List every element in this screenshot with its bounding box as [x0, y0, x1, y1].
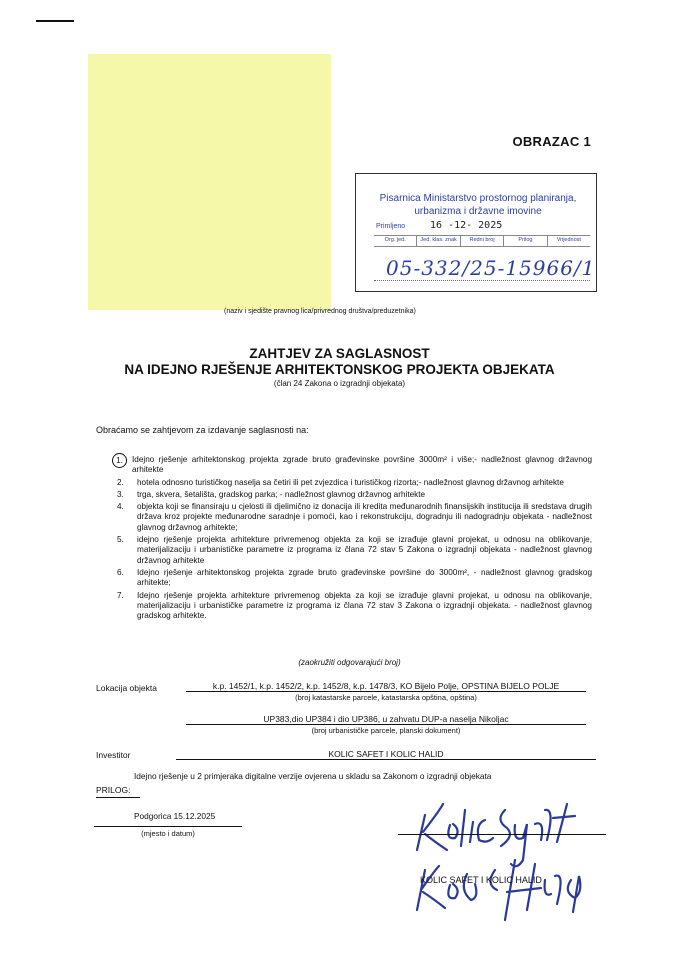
place-date-caption: (mjesto i datum): [141, 829, 195, 838]
item-number: 2.: [117, 477, 124, 487]
stamp-number-line: [374, 280, 590, 281]
item-text: trga, skvera, šetališta, gradskog parka; - nadležnost glavnog državnog arhitekte: [137, 489, 426, 499]
sticky-note: [88, 54, 331, 310]
place-date-value: Podgorica 15.12.2025: [134, 811, 216, 821]
list-item: [112, 478, 592, 488]
attachment-text: Idejno rješenje u 2 primjeraka digitalne verzije ovjerena u skladu sa Zakonom o izgradnji objekata: [134, 771, 492, 781]
document-title-line2: NA IDEJNO RJEŠENJE ARHITEKTONSKOG PROJEKTA OBJEKATA: [124, 362, 555, 377]
stamp-columns: [374, 235, 590, 247]
item-number: 6.: [117, 567, 124, 577]
stamp-received-row: [374, 222, 590, 232]
list-item: [112, 535, 592, 566]
item-text: objekta koji se finansiraju u cjelosti ili djelimično iz donacija ili kredita međunarodnih finansijskih institucija ili sredstava drugih država kroz projekte međunarodne saradnje i pomoći, kao i rekonstrukciju, dogradnju ili nadogradnju objekata - nadležnost glavnog državnog arhitekte;: [137, 502, 592, 532]
place-date-line: [94, 826, 242, 827]
item-text: Idejno rješenje arhitektonskog projekta zgrade bruto građevinske površine 3000m² i više;- nadležnost glavnog državnog arhitekte: [132, 455, 592, 475]
investor-value: KOLIC SAFET I KOLIC HALID: [176, 749, 596, 760]
location-label: Lokacija objekta: [96, 683, 157, 693]
list-item: [112, 568, 592, 589]
location-caption: (broj katastarske parcele, katastarska opština, opština): [295, 693, 477, 702]
attachment-underline: [96, 797, 140, 798]
list-item: [112, 490, 592, 500]
stamp-received-label: Primljeno: [376, 223, 406, 230]
circle-instruction: (zaokružiti odgovarajući broj): [298, 658, 401, 667]
stamp-column: Jed. klas. znak: [417, 236, 460, 246]
handwritten-signatures: [395, 780, 615, 930]
item-number: 3.: [117, 489, 124, 499]
document-title: ZAHTJEV ZA SAGLASNOST: [249, 346, 430, 361]
item-text: hotela odnosno turističkog naselja sa četiri ili pet zvjezdica i turističkog rizorta;- nadležnost glavnog državnog arhitekte: [137, 477, 564, 487]
urban-parcel-caption: (broj urbanističke parcele, planski dokument): [311, 726, 461, 735]
signature-line: [398, 834, 606, 835]
stamp-title-line1: Pisarnica Ministarstvo prostornog planiranja,: [379, 193, 577, 204]
stamp-column: Redni broj: [461, 236, 504, 246]
stamp-title-line2: urbanizma i državne imovine: [414, 206, 542, 217]
signers-names: KOLIC SAFET I KOLIC HALID: [420, 875, 542, 885]
stamp-title: [364, 192, 592, 218]
stamp-column: Prilog: [504, 236, 547, 246]
stamp-column: Org. jed.: [374, 236, 417, 246]
corner-mark: [36, 20, 74, 22]
urban-parcel-value: UP383,dio UP384 i dio UP386, u zahvatu DUP-a naselja Nikoljac: [186, 714, 586, 725]
investor-label: Investitor: [96, 750, 131, 760]
intro-text: Obraćamo se zahtjevom za izdavanje saglasnosti na:: [96, 425, 309, 435]
stamp-column: Vrijednost: [556, 237, 581, 243]
registry-stamp: [355, 173, 597, 292]
item-text: idejno rješenje projekta arhitekture privremenog objekta za koji se izrađuje glavni projekat, u odnosu na oblikovanje, materijalizaciju i urbanističke parametre iz programa iz člana 72 stav 5 Zakona o izgradnji objekata - nadležnost glavnog državnog arhitekte: [137, 535, 592, 565]
list-item: [112, 591, 592, 622]
item-number-circled: 1.: [112, 455, 132, 476]
item-number: 4.: [117, 502, 124, 512]
document-subtitle: (član 24 Zakona o izgradnji objekata): [273, 379, 406, 388]
form-code: OBRAZAC 1: [512, 134, 591, 149]
applicant-caption: (naziv i sjedište pravnog lica/privrednog društva/preduzetnika): [224, 308, 416, 315]
item-number: 7.: [117, 590, 124, 600]
item-text: Idejno rješenje arhitektonskog projekta zgrade bruto građevinske površine do 3000m², - nadležnost glavnog gradskog arhitekte;: [137, 567, 592, 588]
stamp-received-date: 16 -12- 2025: [430, 220, 503, 231]
location-value: k.p. 1452/1, k.p. 1452/2, k.p. 1452/8, k.p. 1478/3, KO Bijelo Polje, OPSTINA BIJELO POLJE: [186, 681, 586, 692]
attachment-label: PRILOG:: [96, 785, 131, 795]
request-options-list: [112, 455, 592, 623]
stamp-registry-number: 05-332/25-15966/1: [386, 256, 596, 280]
item-number: 5.: [117, 535, 124, 545]
list-item: [112, 502, 592, 533]
list-item: [112, 455, 592, 476]
item-text: Idejno rješenje projekta arhitekture privremenog objekta za koji se izrađuje glavni projekat, u odnosu na oblikovanje, materijalizaciju i urbanističke parametre iz programa iz člana 72 stav 3 Zakona o izgradnji objekata. - nadležnost glavnog gradskog arhitekte.: [137, 590, 592, 621]
